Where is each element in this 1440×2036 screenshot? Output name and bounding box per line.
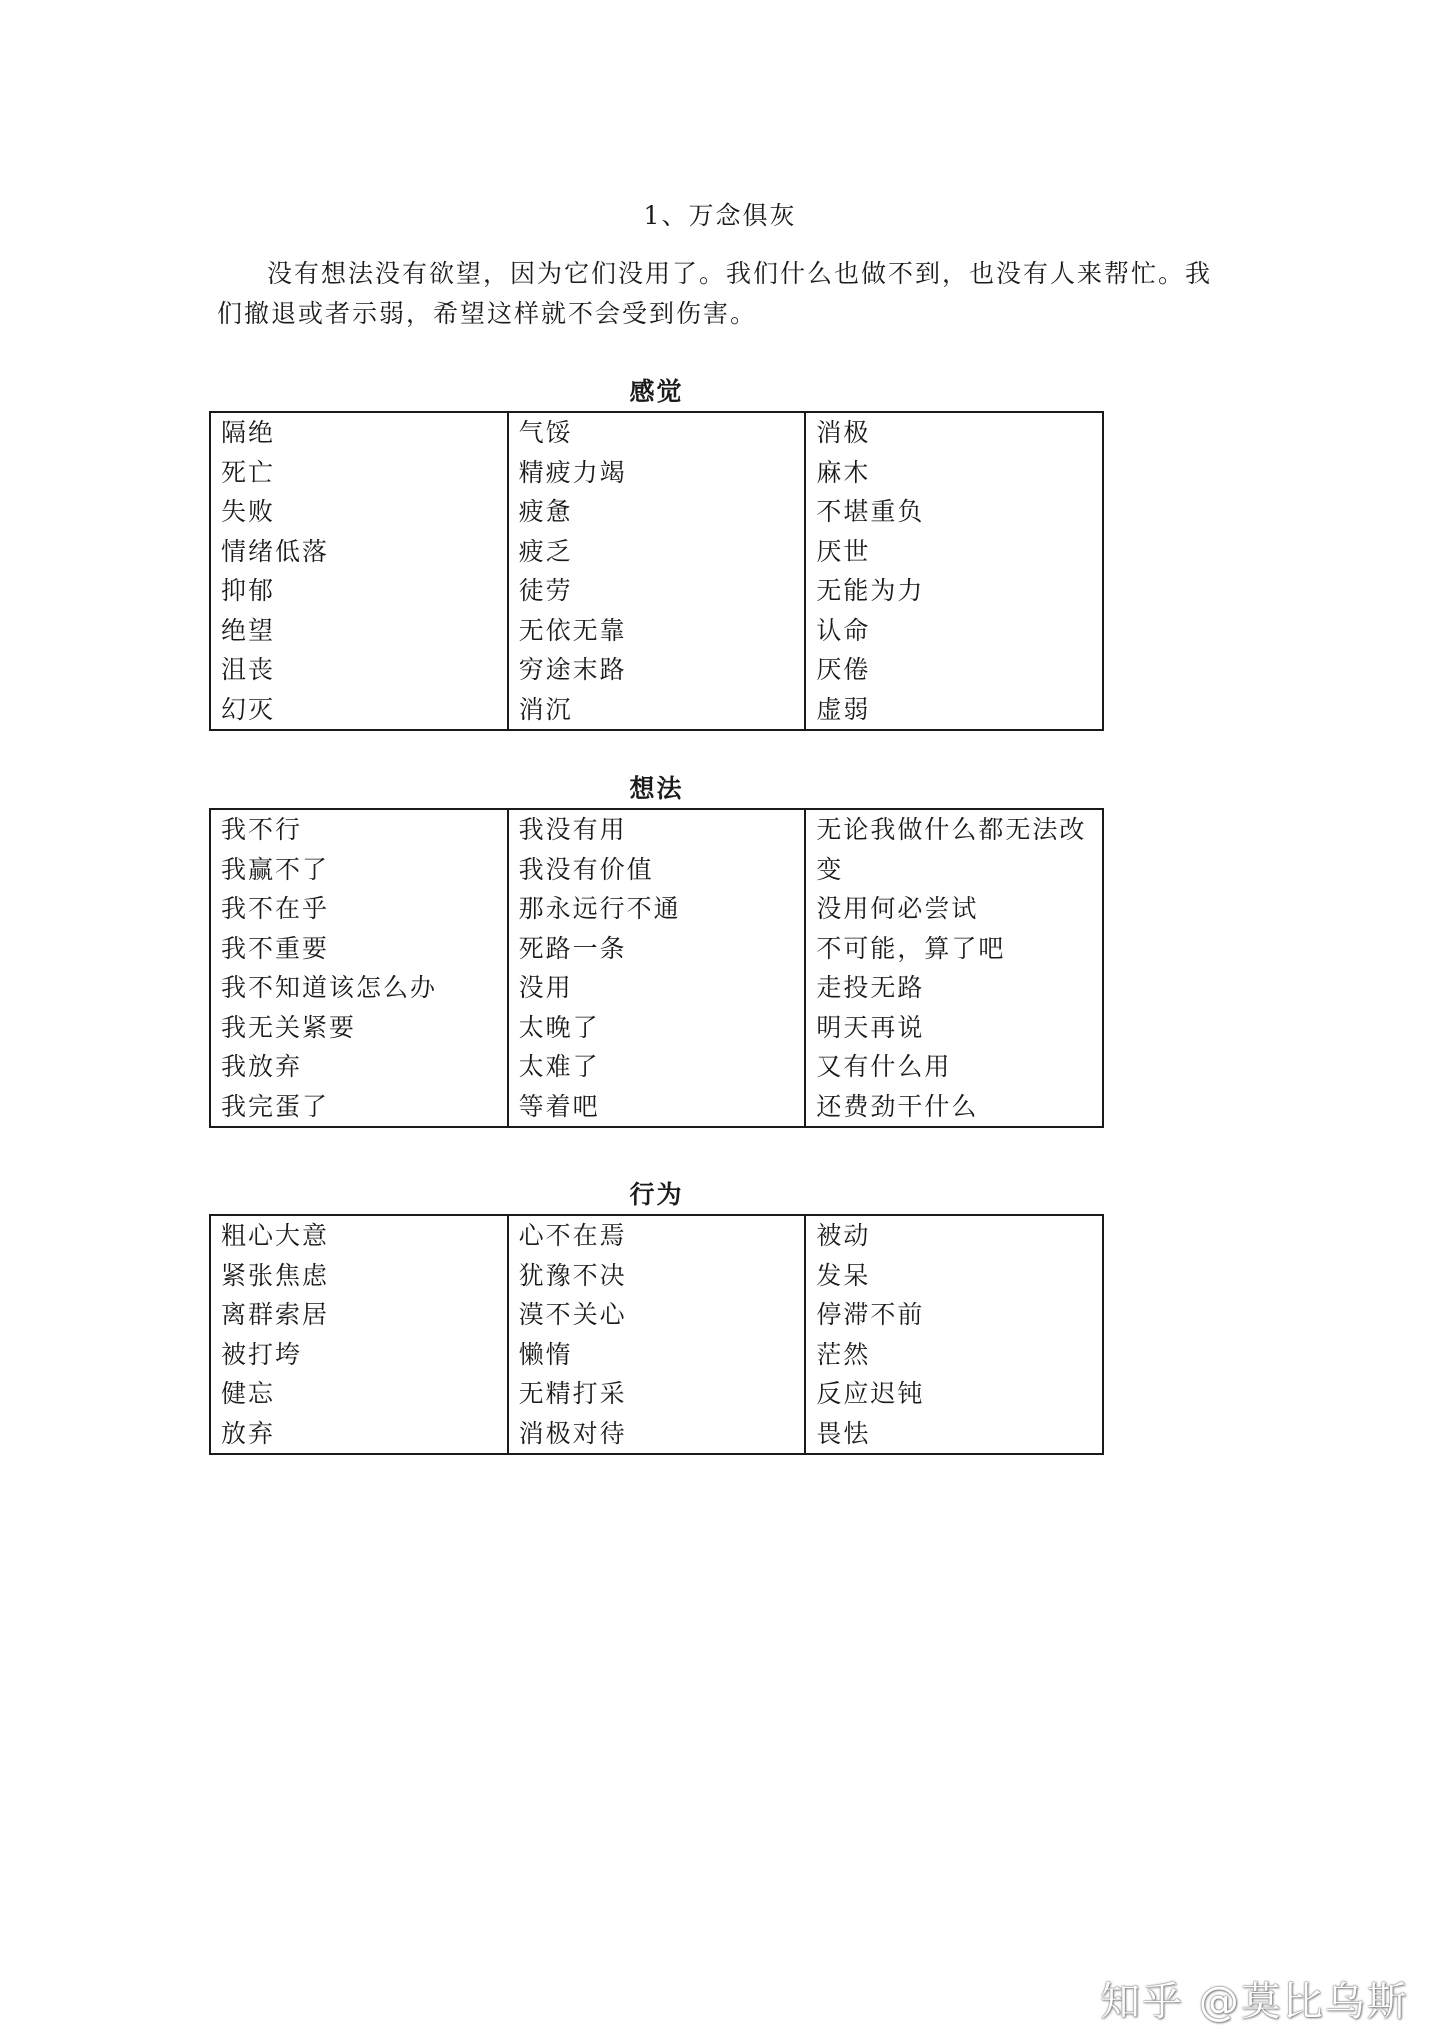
table-cell: 我没有用 [518,815,627,844]
table-cell: 漠不关心 [518,1300,627,1329]
table-cell: 走投无路 [816,973,925,1002]
table-cell: 没用何必尝试 [816,894,979,923]
table-cell: 那永远行不通 [518,894,681,923]
table-cell: 犹豫不决 [518,1260,627,1290]
table-cell: 无论我做什么都无法改 [816,815,1087,844]
table-cell: 发呆 [816,1260,871,1290]
table-cell: 我不知道该怎么办 [221,973,438,1002]
table-column [508,412,806,730]
table-cell: 还费劲干什么 [816,1091,979,1121]
table-cell: 停滞不前 [816,1300,925,1329]
table-column [805,1215,1103,1454]
table-cell: 我放弃 [221,1052,303,1081]
table-cell: 麻木 [816,457,871,487]
table-cell: 我不在乎 [221,894,330,923]
section-title: 想法 [629,774,684,803]
table-column [508,1215,806,1454]
table-cell: 我没有价值 [518,854,654,884]
table-cell: 我无关紧要 [221,1012,357,1042]
table-cell: 被动 [816,1221,871,1250]
table-cell: 疲惫 [518,497,573,526]
table-cell: 死亡 [221,457,276,487]
table-cell: 我不重要 [221,933,330,963]
table-cell: 被打垮 [221,1339,303,1369]
table-cell: 认命 [816,615,871,645]
table-column [210,809,508,1127]
table-cell: 紧张焦虑 [221,1260,330,1290]
table-column [508,809,806,1127]
table-cell: 放弃 [221,1418,276,1448]
word-table [209,808,1104,1128]
table-cell: 徒劳 [518,576,573,605]
table-cell: 幻灭 [221,694,276,724]
table-cell: 粗心大意 [221,1221,330,1250]
table-cell: 无精打采 [518,1379,627,1408]
table-cell: 疲乏 [518,536,573,566]
table-cell: 情绪低落 [221,536,330,566]
table-cell: 无依无靠 [518,615,627,645]
table-cell: 心不在焉 [518,1221,627,1250]
table-cell: 太晚了 [518,1012,600,1042]
table-cell: 茫然 [816,1339,871,1369]
table-cell: 消极对待 [518,1418,627,1448]
table-cell: 死路一条 [518,933,627,963]
table-column [210,412,508,730]
section-thoughts [209,770,1104,1128]
word-table [209,411,1104,731]
table-cell: 消极 [816,418,871,447]
table-cell: 失败 [221,497,276,526]
table-cell: 不堪重负 [816,497,925,526]
table-cell: 精疲力竭 [518,457,627,487]
table-cell: 变 [816,854,844,884]
table-cell: 没用 [518,973,573,1002]
table-cell: 沮丧 [221,655,276,684]
table-cell: 穷途末路 [518,655,627,684]
table-cell: 畏怯 [816,1418,871,1448]
table-cell: 又有什么用 [816,1052,952,1081]
table-cell: 太难了 [518,1052,600,1081]
section-title: 行为 [629,1180,684,1209]
table-cell: 等着吧 [518,1091,600,1121]
table-cell: 健忘 [221,1379,276,1408]
table-cell: 隔绝 [221,418,276,447]
table-column [210,1215,508,1454]
watermark: 知乎 @莫比乌斯 [1100,1979,1409,2025]
table-cell: 抑郁 [221,576,276,605]
table-column [805,412,1103,730]
table-cell: 不可能，算了吧 [816,933,1006,963]
section-feelings [209,373,1104,731]
table-cell: 我不行 [221,815,303,844]
table-cell: 无能为力 [816,576,925,605]
page-title: 1、万念俱灰 [643,201,797,230]
table-cell: 我完蛋了 [221,1091,330,1121]
word-table [209,1214,1104,1455]
table-cell: 懒惰 [518,1339,573,1369]
table-cell: 绝望 [221,615,276,645]
section-title: 感觉 [629,377,684,406]
table-cell: 明天再说 [816,1012,925,1042]
table-cell: 厌世 [816,536,871,566]
table-cell: 气馁 [518,418,573,447]
table-cell: 消沉 [518,694,573,724]
table-column [805,809,1103,1127]
intro-paragraph: 没有想法没有欲望，因为它们没用了。我们什么也做不到，也没有人来帮忙。我们撤退或者示弱，希望这样就不会受到伤害。 [217,259,1213,328]
table-cell: 厌倦 [816,655,871,684]
table-cell: 反应迟钝 [816,1379,925,1408]
table-cell: 虚弱 [816,694,871,724]
table-cell: 我赢不了 [221,854,330,884]
table-cell: 离群索居 [221,1300,330,1329]
section-behaviors [209,1176,1104,1455]
